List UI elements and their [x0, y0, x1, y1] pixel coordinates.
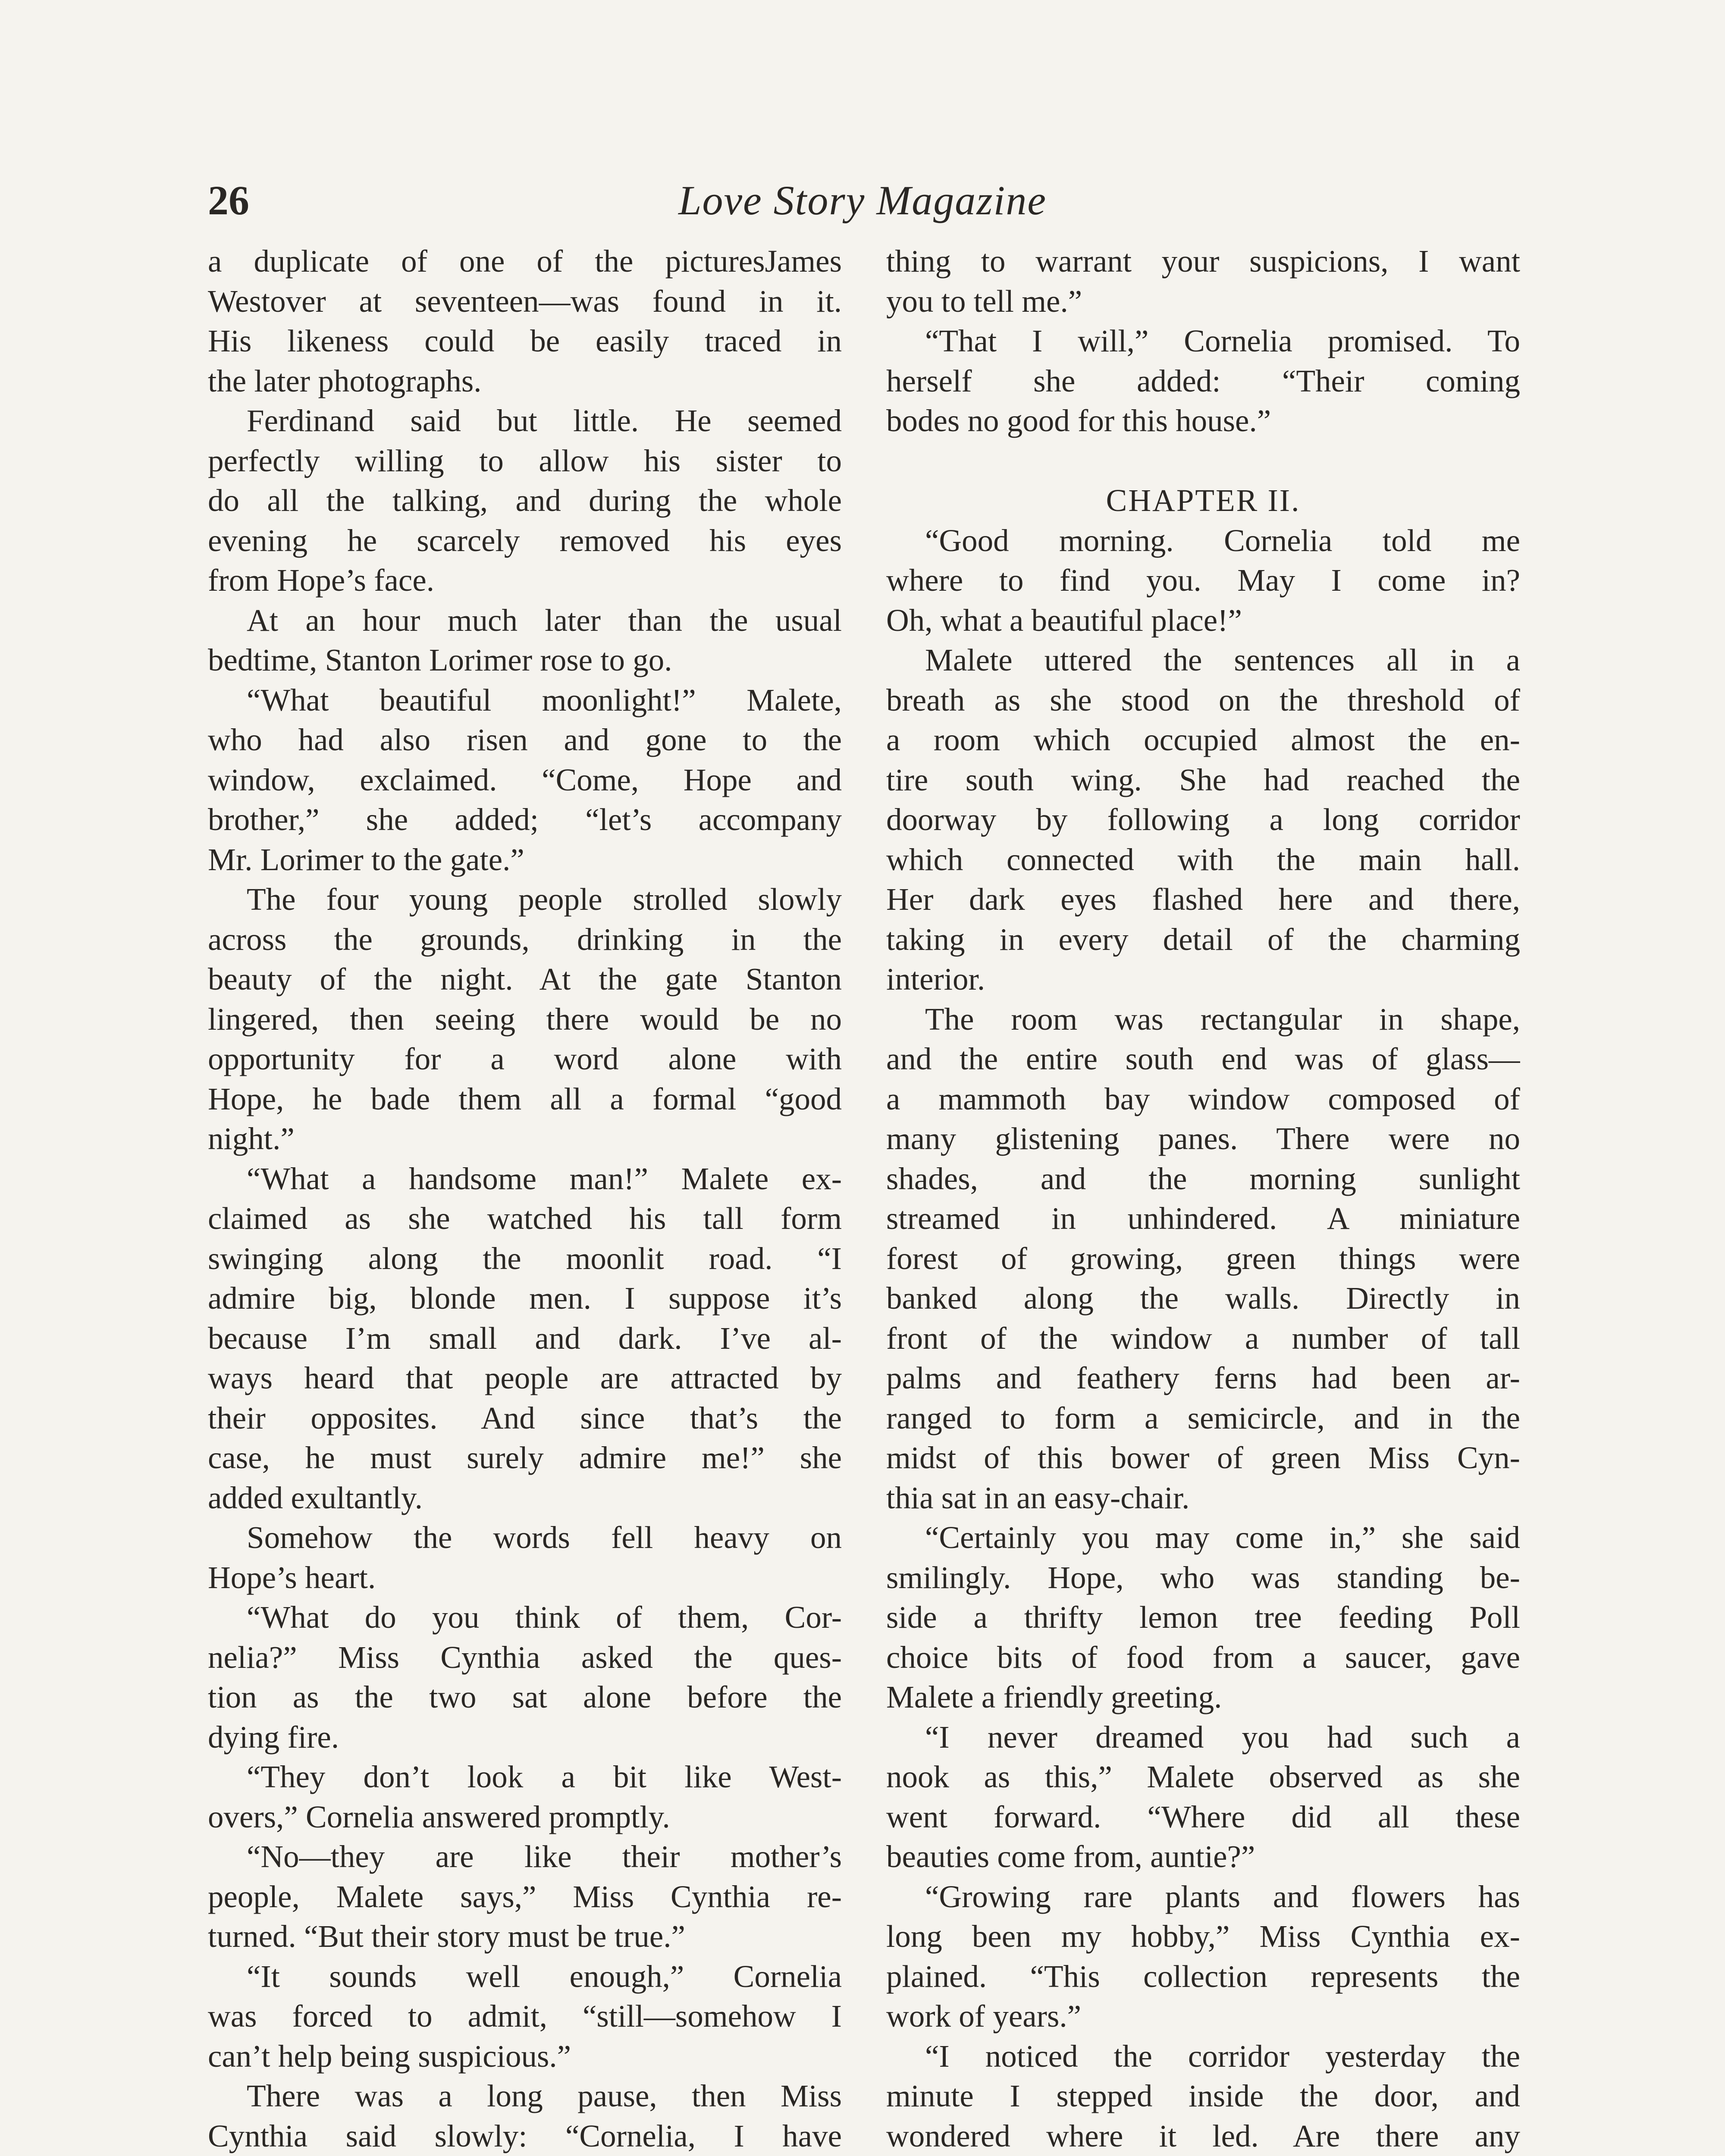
text-line: [886, 441, 1520, 481]
text-line: where to find you. May I come in?: [886, 563, 1520, 598]
text-line: ranged to form a semicircle, and in the: [886, 1400, 1520, 1435]
text-line: smilingly. Hope, who was standing be-: [886, 1560, 1520, 1595]
text-line: opportunity for a word alone with: [208, 1041, 842, 1076]
text-line: ways heard that people are attracted by: [208, 1360, 842, 1395]
right-text-column: [886, 241, 1520, 2156]
text-line: taking in every detail of the charming: [886, 921, 1520, 957]
text-line: thing to warrant your suspicions, I want: [886, 244, 1520, 279]
text-line: many glistening panes. There were no: [886, 1121, 1520, 1156]
text-line: plained. “This collection represents the: [886, 1959, 1520, 1994]
text-line: Hope’s heart.: [208, 1560, 376, 1595]
text-line: and the entire south end was of glass—: [886, 1041, 1520, 1076]
text-line: long been my hobby,” Miss Cynthia ex-: [886, 1919, 1520, 1954]
text-line: was forced to admit, “still—somehow I: [208, 1999, 842, 2034]
text-line: admire big, blonde men. I suppose it’s: [208, 1281, 842, 1316]
chapter-heading: CHAPTER II.: [1106, 483, 1301, 518]
text-line: Ferdinand said but little. He seemed: [247, 403, 842, 438]
text-line: “I never dreamed you had such a: [925, 1719, 1520, 1755]
text-line: At an hour much later than the usual: [247, 602, 842, 638]
text-line: bedtime, Stanton Lorimer rose to go.: [208, 642, 672, 677]
text-line: His likeness could be easily traced in: [208, 323, 842, 358]
text-line: Mr. Lorimer to the gate.”: [208, 842, 524, 877]
page-number: 26: [208, 177, 249, 223]
text-line: added exultantly.: [208, 1480, 423, 1515]
text-line: interior.: [886, 962, 985, 997]
text-line: a room which occupied almost the en-: [886, 722, 1520, 757]
text-line: Malete uttered the sentences all in a: [925, 642, 1520, 677]
text-line: Malete a friendly greeting.: [886, 1680, 1222, 1714]
text-line: Cynthia said slowly: “Cornelia, I have: [208, 2118, 842, 2153]
text-line: side a thrifty lemon tree feeding Poll: [886, 1600, 1520, 1635]
text-line: from Hope’s face.: [208, 563, 434, 598]
text-line: herself she added: “Their coming: [886, 363, 1520, 398]
left-text-column: [208, 241, 842, 2156]
text-line: “What do you think of them, Cor-: [247, 1600, 842, 1635]
text-line: thia sat in an easy-chair.: [886, 1480, 1190, 1515]
text-line: evening he scarcely removed his eyes: [208, 523, 842, 558]
text-line: minute I stepped inside the door, and: [886, 2078, 1520, 2113]
text-line: wondered where it led. Are there any: [886, 2118, 1520, 2153]
text-line: streamed in unhindered. A miniature: [886, 1201, 1520, 1236]
text-line: “Growing rare plants and flowers has: [925, 1879, 1520, 1914]
text-line: night.”: [208, 1121, 295, 1156]
text-line: do all the talking, and during the whole: [208, 483, 842, 518]
text-line: palms and feathery ferns had been ar-: [886, 1360, 1520, 1395]
text-line: can’t help being suspicious.”: [208, 2038, 571, 2074]
text-line: brother,” she added; “let’s accompany: [208, 802, 842, 837]
text-line: Westover at seventeen—was found in it.: [208, 283, 842, 319]
text-line: work of years.”: [886, 1999, 1082, 2034]
text-line: There was a long pause, then Miss: [247, 2078, 842, 2113]
text-line: their opposites. And since that’s the: [208, 1400, 842, 1435]
magazine-title: Love Story Magazine: [678, 177, 1047, 223]
text-line: perfectly willing to allow his sister to: [208, 443, 842, 478]
text-line: people, Malete says,” Miss Cynthia re-: [208, 1879, 842, 1914]
text-line: banked along the walls. Directly in: [886, 1281, 1520, 1316]
text-line: Hope, he bade them all a formal “good: [208, 1081, 842, 1116]
text-line: shades, and the morning sunlight: [886, 1161, 1520, 1196]
text-line: Oh, what a beautiful place!”: [886, 602, 1242, 638]
text-line: across the grounds, drinking in the: [208, 921, 842, 957]
text-line: doorway by following a long corridor: [886, 802, 1520, 837]
text-line: overs,” Cornelia answered promptly.: [208, 1799, 670, 1834]
text-line: “That I will,” Cornelia promised. To: [925, 323, 1520, 358]
text-line: nelia?” Miss Cynthia asked the ques-: [208, 1639, 842, 1675]
text-line: Somehow the words fell heavy on: [247, 1520, 842, 1555]
text-line: choice bits of food from a saucer, gave: [886, 1639, 1520, 1675]
text-line: “I noticed the corridor yesterday the: [925, 2038, 1520, 2074]
text-line: “What beautiful moonlight!” Malete,: [247, 682, 842, 718]
text-line: went forward. “Where did all these: [886, 1799, 1520, 1834]
text-line: “It sounds well enough,” Cornelia: [247, 1959, 842, 1994]
text-line: beauty of the night. At the gate Stanton: [208, 962, 842, 997]
running-head: [208, 168, 1517, 233]
text-line: “What a handsome man!” Malete ex-: [247, 1161, 842, 1196]
text-line: midst of this bower of green Miss Cyn-: [886, 1440, 1520, 1475]
text-line: The four young people strolled slowly: [247, 882, 842, 917]
text-line: a mammoth bay window composed of: [886, 1081, 1520, 1116]
text-line: “No—they are like their mother’s: [247, 1839, 842, 1874]
text-line: the later photographs.: [208, 363, 482, 398]
text-line: front of the window a number of tall: [886, 1320, 1520, 1356]
text-line: nook as this,” Malete observed as she: [886, 1759, 1520, 1794]
text-line: which connected with the main hall.: [886, 842, 1520, 877]
text-line: tion as the two sat alone before the: [208, 1680, 842, 1714]
text-line: turned. “But their story must be true.”: [208, 1919, 685, 1954]
text-line: a duplicate of one of the picturesJames: [208, 244, 842, 279]
text-line: The room was rectangular in shape,: [925, 1001, 1520, 1037]
text-line: “Certainly you may come in,” she said: [925, 1520, 1520, 1555]
text-line: dying fire.: [208, 1719, 339, 1755]
text-line: claimed as she watched his tall form: [208, 1201, 842, 1236]
text-line: forest of growing, green things were: [886, 1241, 1520, 1276]
text-line: because I’m small and dark. I’ve al-: [208, 1320, 842, 1356]
text-line: “They don’t look a bit like West-: [247, 1759, 842, 1794]
text-line: you to tell me.”: [886, 283, 1082, 319]
text-line: beauties come from, auntie?”: [886, 1839, 1255, 1874]
text-line: bodes no good for this house.”: [886, 403, 1271, 438]
text-line: case, he must surely admire me!” she: [208, 1440, 842, 1475]
text-line: Her dark eyes flashed here and there,: [886, 882, 1520, 917]
text-line: lingered, then seeing there would be no: [208, 1001, 842, 1037]
text-line: breath as she stood on the threshold of: [886, 682, 1520, 718]
text-line: window, exclaimed. “Come, Hope and: [208, 762, 842, 797]
text-line: “Good morning. Cornelia told me: [925, 523, 1520, 558]
text-line: tire south wing. She had reached the: [886, 762, 1520, 797]
text-line: who had also risen and gone to the: [208, 722, 842, 757]
text-line: swinging along the moonlit road. “I: [208, 1241, 842, 1276]
